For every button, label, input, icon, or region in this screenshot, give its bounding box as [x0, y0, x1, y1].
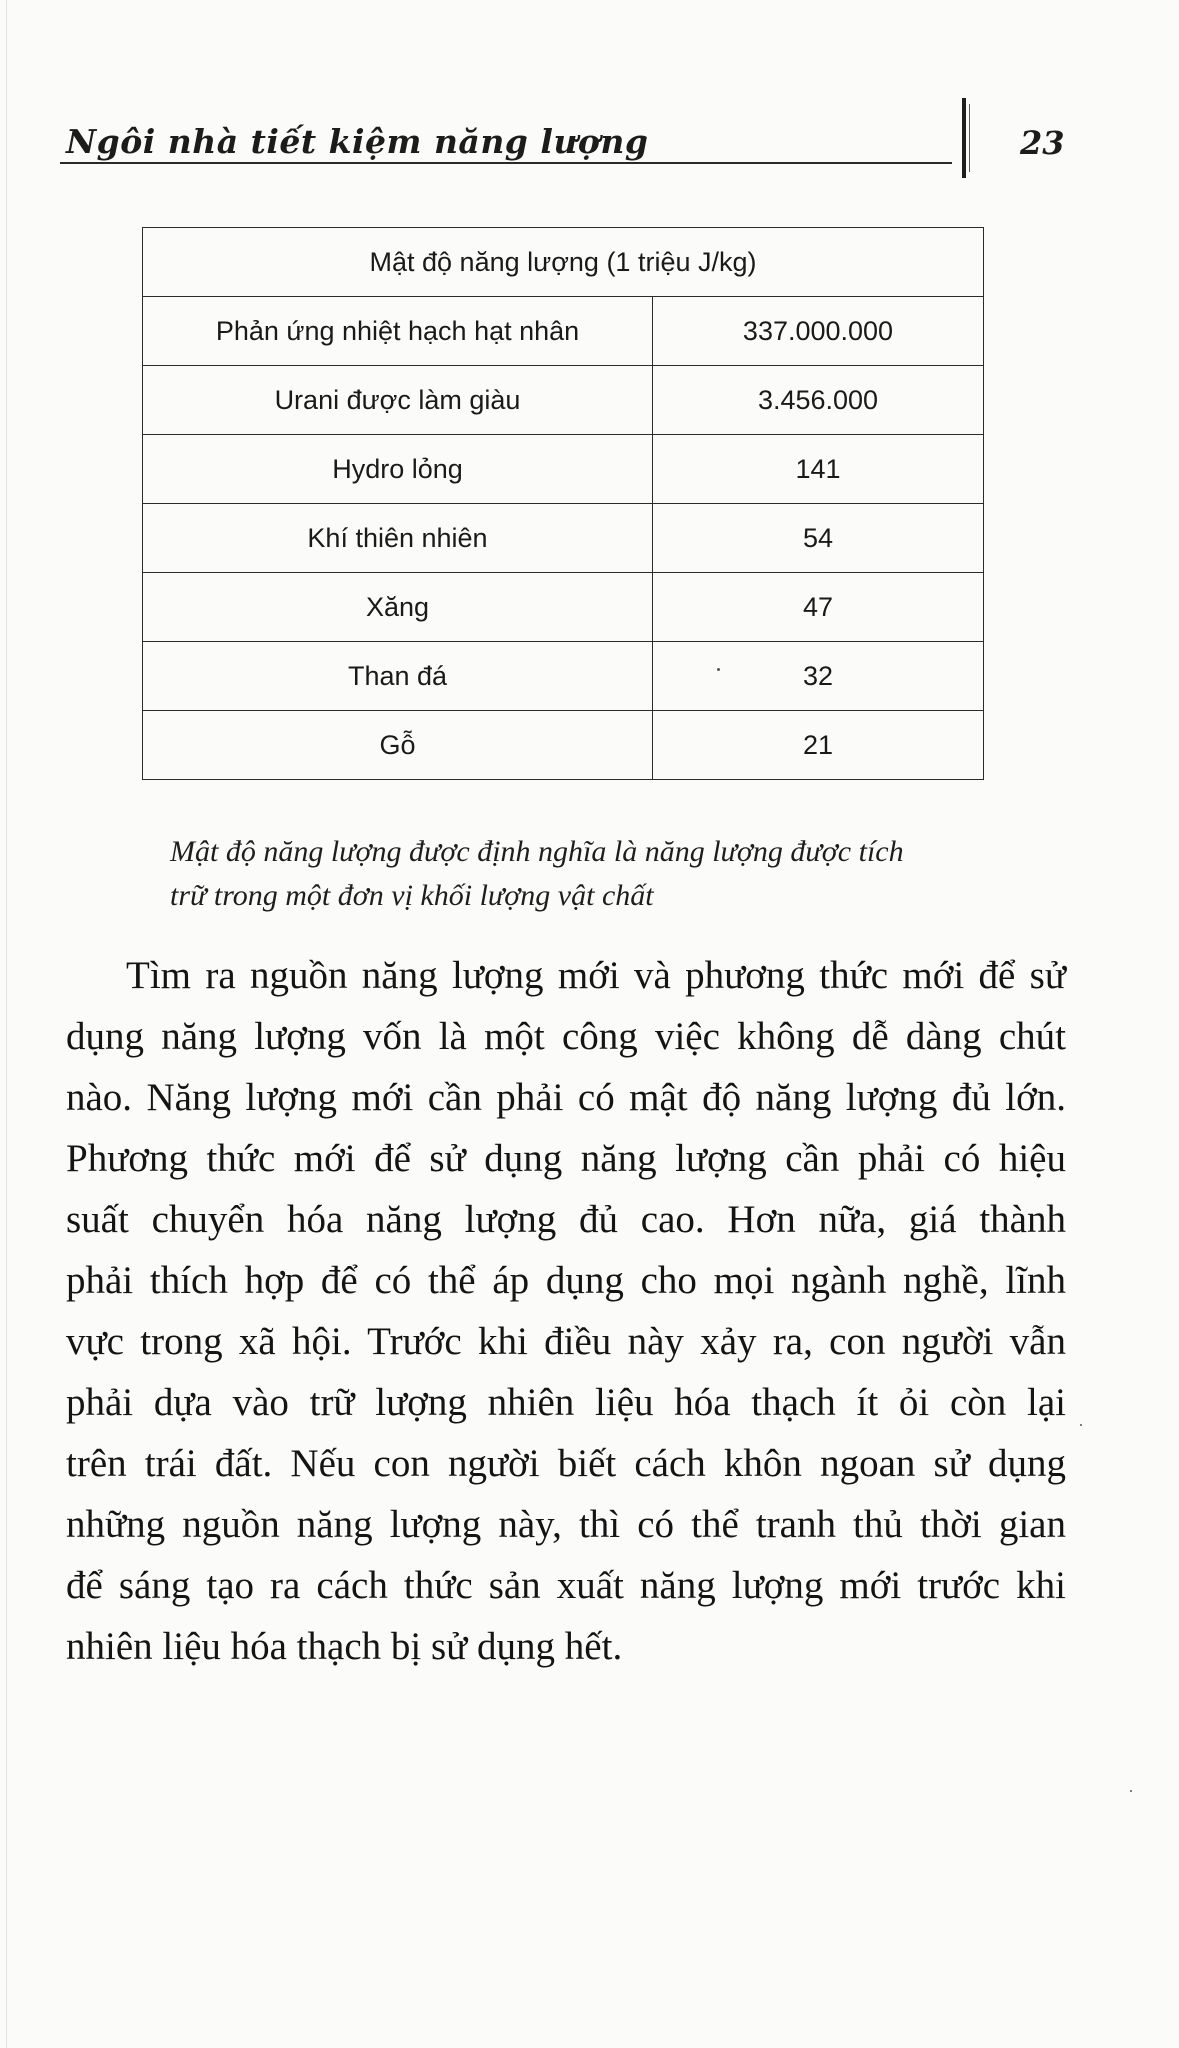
- table-cell-value: 337.000.000: [653, 297, 984, 366]
- table-row: [143, 435, 984, 504]
- header-divider-thin: [969, 104, 970, 172]
- table-cell-name: Urani được làm giàu: [143, 366, 653, 435]
- table-cell-value: 141: [653, 435, 984, 504]
- page-number: 23: [1020, 124, 1065, 162]
- table-row: [143, 297, 984, 366]
- table-cell-value: 32: [653, 642, 984, 711]
- scan-speck: [1080, 1424, 1082, 1426]
- body-line: Tìm ra nguồn năng lượng mới và phương thức mới để sử: [126, 954, 1066, 997]
- header-divider-bar: [962, 98, 966, 178]
- scan-edge-line: [6, 0, 7, 2048]
- table-cell-name: Khí thiên nhiên: [143, 504, 653, 573]
- caption-line: trữ trong một đơn vị khối lượng vật chất: [170, 879, 654, 912]
- body-line: Phương thức mới để sử dụng năng lượng cần phải có hiệu: [66, 1137, 1066, 1180]
- table-title: Mật độ năng lượng (1 triệu J/kg): [143, 228, 984, 297]
- scan-speck: [717, 668, 720, 671]
- body-line: nhiên liệu hóa thạch bị sử dụng hết.: [66, 1625, 623, 1668]
- caption-line: Mật độ năng lượng được định nghĩa là năng lượng được tích: [170, 835, 904, 868]
- body-paragraph: [66, 945, 1066, 1677]
- body-line: suất chuyển hóa năng lượng đủ cao. Hơn nữa, giá thành: [66, 1198, 1066, 1241]
- table-row: [143, 573, 984, 642]
- body-line: trên trái đất. Nếu con người biết cách khôn ngoan sử dụng: [66, 1442, 1066, 1485]
- running-header-title: Ngôi nhà tiết kiệm năng lượng: [66, 122, 649, 161]
- scan-speck: [1130, 1790, 1132, 1792]
- table-cell-name: Xăng: [143, 573, 653, 642]
- body-line: những nguồn năng lượng này, thì có thể tranh thủ thời gian: [66, 1503, 1066, 1546]
- body-line: dụng năng lượng vốn là một công việc không dễ dàng chút: [66, 1015, 1066, 1058]
- table-row: [143, 504, 984, 573]
- table-row: [143, 366, 984, 435]
- energy-density-table: [142, 227, 984, 780]
- table-cell-value: 47: [653, 573, 984, 642]
- table-cell-value: 21: [653, 711, 984, 780]
- header-rule: [60, 162, 952, 164]
- body-line: phải dựa vào trữ lượng nhiên liệu hóa thạch ít ỏi còn lại: [66, 1381, 1066, 1424]
- table-row: [143, 711, 984, 780]
- body-line: nào. Năng lượng mới cần phải có mật độ năng lượng đủ lớn.: [66, 1076, 1066, 1119]
- table-cell-name: Gỗ: [143, 711, 653, 780]
- body-line: vực trong xã hội. Trước khi điều này xảy ra, con người vẫn: [66, 1320, 1066, 1363]
- table-title-row: [143, 228, 984, 297]
- table-cell-name: Than đá: [143, 642, 653, 711]
- table-caption: [170, 830, 1030, 918]
- table-row: [143, 642, 984, 711]
- table-cell-value: 3.456.000: [653, 366, 984, 435]
- table-cell-name: Phản ứng nhiệt hạch hạt nhân: [143, 297, 653, 366]
- table-cell-value: 54: [653, 504, 984, 573]
- body-line: phải thích hợp để có thể áp dụng cho mọi ngành nghề, lĩnh: [66, 1259, 1066, 1302]
- body-line: để sáng tạo ra cách thức sản xuất năng lượng mới trước khi: [66, 1564, 1066, 1607]
- table-cell-name: Hydro lỏng: [143, 435, 653, 504]
